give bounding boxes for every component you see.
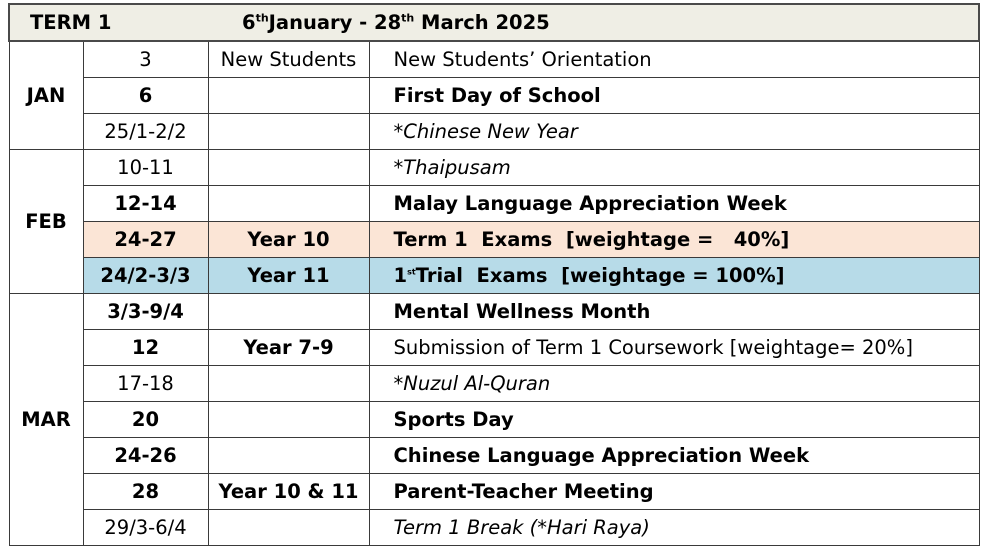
row-audience: Year 10 & 11 xyxy=(208,474,369,510)
row-audience xyxy=(208,78,369,114)
table-row xyxy=(9,114,979,150)
row-event: Term 1 Exams [weightage = 40%] xyxy=(369,222,979,258)
row-event: Chinese Language Appreciation Week xyxy=(369,438,979,474)
row-event: *Nuzul Al-Quran xyxy=(369,366,979,402)
table-row xyxy=(9,366,979,402)
month-label-feb: FEB xyxy=(9,150,83,294)
row-audience xyxy=(208,438,369,474)
row-audience: New Students xyxy=(208,41,369,78)
term-calendar-table xyxy=(8,3,980,546)
row-date: 24/2-3/3 xyxy=(83,258,208,294)
row-audience xyxy=(208,402,369,438)
row-date: 28 xyxy=(83,474,208,510)
row-event: Sports Day xyxy=(369,402,979,438)
row-audience xyxy=(208,294,369,330)
table-row xyxy=(9,150,979,186)
table-row xyxy=(9,402,979,438)
row-event: Parent-Teacher Meeting xyxy=(369,474,979,510)
term-date-range: 6thJanuary - 28th March 2025 xyxy=(242,11,550,34)
row-event: First Day of School xyxy=(369,78,979,114)
table-row xyxy=(9,186,979,222)
row-event: 1stTrial Exams [weightage = 100%] xyxy=(369,258,979,294)
table-row xyxy=(9,330,979,366)
row-date: 6 xyxy=(83,78,208,114)
row-date: 24-27 xyxy=(83,222,208,258)
row-event: Mental Wellness Month xyxy=(369,294,979,330)
row-date: 20 xyxy=(83,402,208,438)
table-row-exam-year10 xyxy=(9,222,979,258)
month-label-mar: MAR xyxy=(9,294,83,546)
row-event: New Students’ Orientation xyxy=(369,41,979,78)
row-event: *Chinese New Year xyxy=(369,114,979,150)
table-row xyxy=(9,474,979,510)
row-date: 10-11 xyxy=(83,150,208,186)
row-audience: Year 11 xyxy=(208,258,369,294)
term-header-row xyxy=(9,4,979,41)
row-date: 3/3-9/4 xyxy=(83,294,208,330)
table-row-trial-year11 xyxy=(9,258,979,294)
table-row xyxy=(9,78,979,114)
term-header xyxy=(9,4,979,41)
table-row xyxy=(9,294,979,330)
month-label-jan: JAN xyxy=(9,41,83,150)
row-date: 24-26 xyxy=(83,438,208,474)
row-date: 17-18 xyxy=(83,366,208,402)
row-audience xyxy=(208,186,369,222)
row-audience xyxy=(208,366,369,402)
table-row xyxy=(9,510,979,546)
row-date: 3 xyxy=(83,41,208,78)
table-row xyxy=(9,41,979,78)
term-title: TERM 1 xyxy=(30,11,112,34)
row-audience: Year 10 xyxy=(208,222,369,258)
row-date: 29/3-6/4 xyxy=(83,510,208,546)
row-event: Malay Language Appreciation Week xyxy=(369,186,979,222)
row-date: 25/1-2/2 xyxy=(83,114,208,150)
row-audience xyxy=(208,114,369,150)
row-event: Term 1 Break (*Hari Raya) xyxy=(369,510,979,546)
table-row xyxy=(9,438,979,474)
row-audience: Year 7-9 xyxy=(208,330,369,366)
row-event: Submission of Term 1 Coursework [weightage= 20%] xyxy=(369,330,979,366)
row-event: *Thaipusam xyxy=(369,150,979,186)
row-date: 12 xyxy=(83,330,208,366)
row-date: 12-14 xyxy=(83,186,208,222)
row-audience xyxy=(208,510,369,546)
row-audience xyxy=(208,150,369,186)
